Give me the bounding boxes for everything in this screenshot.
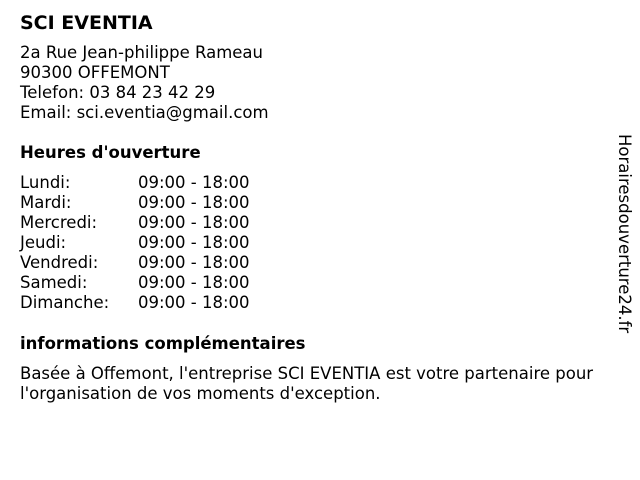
hours-row-saturday: [20, 273, 602, 293]
site-watermark: Horairesdouverture24.fr: [615, 134, 634, 334]
hours-day: Mercredi:: [20, 213, 98, 232]
address-city: 90300 OFFEMONT: [20, 63, 170, 82]
hours-table: [20, 173, 602, 313]
business-card: [20, 11, 602, 404]
hours-time: 09:00 - 18:00: [138, 193, 250, 212]
hours-row-tuesday: [20, 193, 602, 213]
hours-heading: Heures d'ouverture: [20, 143, 201, 162]
hours-day: Dimanche:: [20, 293, 110, 312]
hours-time: 09:00 - 18:00: [138, 213, 250, 232]
hours-row-wednesday: [20, 213, 602, 233]
hours-row-thursday: [20, 233, 602, 253]
info-description: Basée à Offemont, l'entreprise SCI EVENTIA est votre partenaire pour l'organisation de vos moments d'exception.: [20, 364, 594, 403]
hours-row-friday: [20, 253, 602, 273]
hours-day: Jeudi:: [20, 233, 67, 252]
hours-time: 09:00 - 18:00: [138, 273, 250, 292]
info-heading: informations complémentaires: [20, 334, 306, 353]
hours-time: 09:00 - 18:00: [138, 173, 250, 192]
email-address: Email: sci.eventia@gmail.com: [20, 103, 269, 122]
hours-time: 09:00 - 18:00: [138, 293, 250, 312]
hours-day: Vendredi:: [20, 253, 99, 272]
hours-time: 09:00 - 18:00: [138, 253, 250, 272]
hours-row-sunday: [20, 293, 602, 313]
phone-number: Telefon: 03 84 23 42 29: [20, 83, 216, 102]
hours-day: Lundi:: [20, 173, 71, 192]
contact-block: [20, 43, 602, 123]
address-street: 2a Rue Jean-philippe Rameau: [20, 43, 264, 62]
business-name: SCI EVENTIA: [20, 12, 153, 34]
hours-row-monday: [20, 173, 602, 193]
hours-day: Mardi:: [20, 193, 72, 212]
hours-day: Samedi:: [20, 273, 88, 292]
hours-time: 09:00 - 18:00: [138, 233, 250, 252]
